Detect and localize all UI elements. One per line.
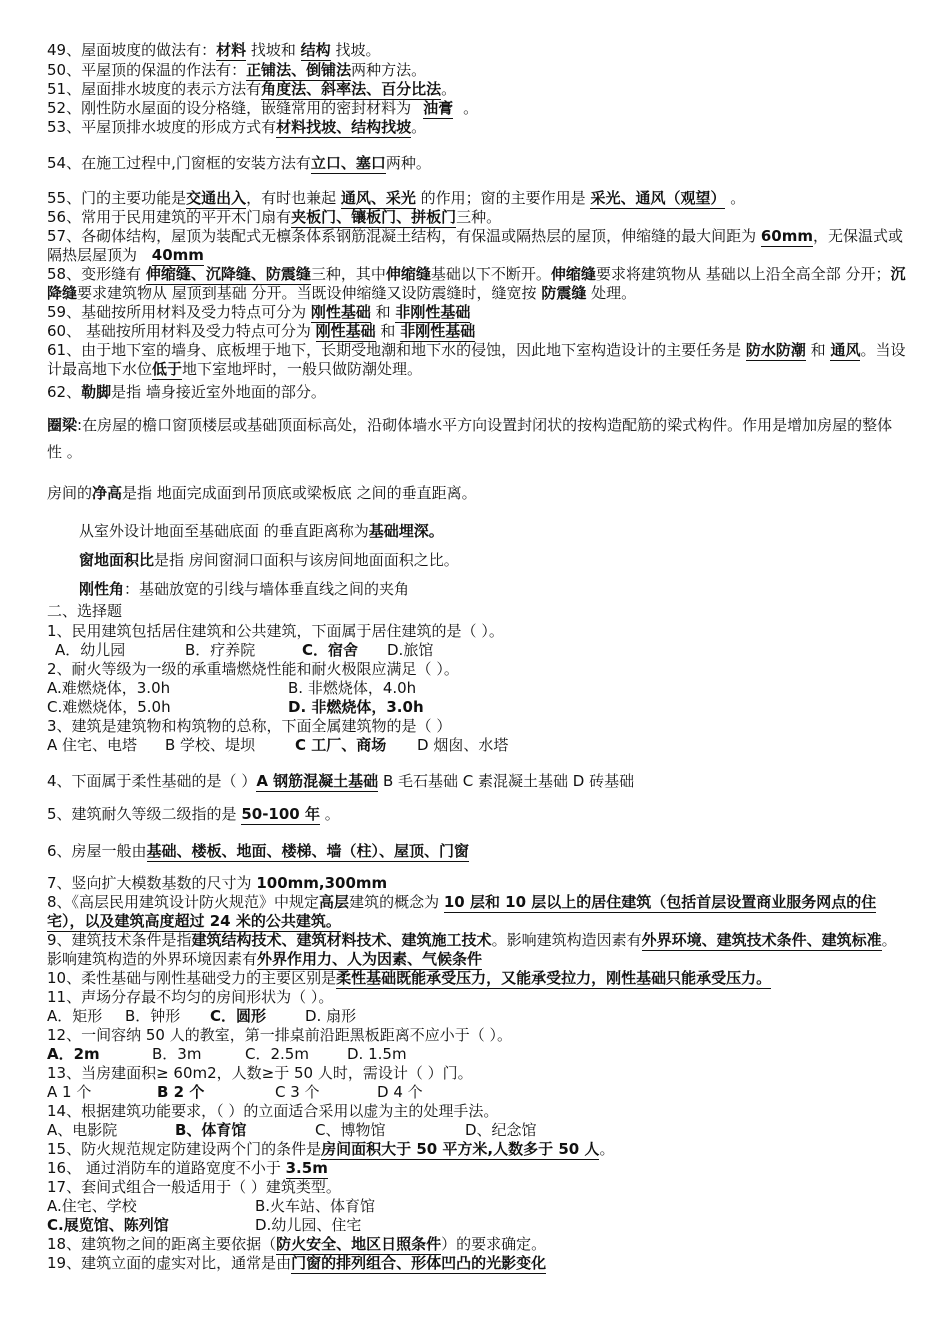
c17: 17、套间式组合一般适用于（ ）建筑类型。 [47,1178,341,1196]
q53: 53、平屋顶排水坡度的形成方式有材料找坡、结构找坡。 [47,118,427,136]
document-page: 49、屋面坡度的做法有：材料 找坡和 结构 找坡。 50、平屋顶的保温的作法有：正铺法、倒铺法两种方法。 51、屋面排水坡度的表示方法有角度法、斜率法、百分比法。 52、刚性防水屋面的设分格缝，嵌缝常用的密封材料为 油膏 。 53、平屋顶排水坡度的形成方式有材料找坡、结构找坡。 54、在施工过程中,门窗框的安装方法有立口、塞口两种。 55、门的主要功能是交通出入，有时也兼起 通风、采光 的作用；窗的主要作用是 采光、通风（观望） 。 56、常用于民用建筑的平开木门扇有夹板门、镶板门、拼板门三种。 57、各砌体结构，屋顶为装配式无檩条体系钢筋混凝土结构，有保温或隔热层的屋顶，伸缩缝的最大间距为 60mm，无保温式或隔热层屋顶为 40mm 58、变形缝有 伸缩缝、沉降缝、防震缝三种，其中伸缩缝基础以下不断开。伸缩缝要求将建筑物从 基础以上沿全高全部 分开；沉降缝要求建筑物从 屋顶到基础 分开。当既设伸缩缝又设防震缝时，缝宽按 防震缝 处理。 59、基础按所用材料及受力特点可分为 刚性基础 和 非刚性基础 60、 基础按所用材料及受力特点可分为 刚性基础 和 非刚性基础 61、由于地下室的墙身、底板埋于地下，长期受地潮和地下水的侵蚀，因此地下室构造设计的主要任务是 防水防潮 和 通风。当设计最高地下水位低于地下室地坪时，一般只做防潮处理。 62、勒脚是指 墙身接近室外地面的部分。 圈梁:在房屋的檐口窗顶楼层或基础顶面标高处，沿砌体墙水平方向设置封闭状的按构造配筋的梁式构件。作用是增加房屋的整体性 。 房间的净高是指 地面完成面到吊顶底或梁板底 之间的垂直距离。 从室外设计地面至基础底面 的垂直距离称为基础埋深。 窗地面积比是指 房间窗洞口面积与该房间地面面积之比。 刚性角：基础放宽的引线与墙体垂直线之间的夹角 二、选择题 1、民用建筑包括居住建筑和公共建筑，下面属于居住建筑的是（ ）。 A．幼儿园 B．疗养院 C．宿舍 D.旅馆 2、耐火等级为一级的承重墙燃烧性能和耐火极限应满足（ ）。 A.难燃烧体，3.0h B. 非燃烧体，4.0h C.难燃烧体，5.0h D. 非燃烧体，3.0h 3、建筑是建筑物和构筑物的总称，下面全属建筑物的是（ ） A 住宅、电塔 B 学校、堤坝 C 工厂、商场 D 烟囱、水塔 4、下面属于柔性基础的是（ ）A 钢筋混凝土基础 B 毛石基础 C 素混凝土基础 D 砖基础 5、建筑耐久等级二级指的是 50-100 年 。 6、房屋一般由基础、楼板、地面、楼梯、墙（柱）、屋顶、门窗 7、竖向扩大模数基数的尺寸为 100mm,300mm 8、《高层民用建筑设计防火规范》中规定高层建筑的概念为 10 层和 10 层以上的居住建筑（包括首层设置商业服务网点的住宅），以及建筑高度超过 24 米的公共建筑。 9、建筑技术条件是指建筑结构技术、建筑材料技术、建筑施工技术。影响建筑构造因素有外界环境、建筑技术条件、建筑标准。影响建筑构造的外界环境因素有外界作用力、人为因素、气候条件 10、柔性基础与刚性基础受力的主要区别是柔性基础既能承受压力，又能承受拉力，刚性基础只能承受压力。 11、声场分存最不均匀的房间形状为（ ）。 A．矩形 B．钟形 C．圆形 D. 扇形 12、一间容纳 50 人的教室，第一排桌前沿距黑板距离不应小于（ ）。 A．2m B．3m C．2.5m D. 1.5m 13、当房建面积≥ 60m2，人数≥于 50 人时，需设计（ ）门。 A 1 个 B 2 个 C 3 个 D 4 个 14、根据建筑功能要求，（ ）的立面适合采用以虚为主的处理手法。 A、电影院 B、体育馆 C、博物馆 D、纪念馆 15、防火规范规定防建设两个门的条件是房间面积大于 50 平方米,人数多于 50 人。 16、 通过消防车的道路宽度不小于 3.5m 17、套间式组合一般适用于（ ）建筑类型。 A.住宅、学校 B.火车站、体育馆 C.展览馆、陈列馆 D.幼儿园、住宅 18、建筑物之间的距离主要依据（防火安全、地区日照条件）的要求确定。 19、建筑立面的虚实对比，通常是由门窗的排列组合、形体凹凸的光影变化 [0,0,950,1344]
c14: 14、根据建筑功能要求，（ ）的立面适合采用以虚为主的处理手法。 [47,1102,499,1120]
q50: 50、平屋顶的保温的作法有：正铺法、倒铺法两种方法。 [47,61,427,79]
q62: 62、勒脚是指 墙身接近室外地面的部分。 [47,383,326,401]
q49: 49、屋面坡度的做法有：材料 找坡和 结构 找坡。 [47,41,381,59]
c16: 16、 通过消防车的道路宽度不小于 3.5m [47,1159,328,1177]
c4: 4、下面属于柔性基础的是（ ）A 钢筋混凝土基础 B 毛石基础 C 素混凝土基础 D 砖基础 [47,772,635,790]
q57: 57、各砌体结构，屋顶为装配式无檩条体系钢筋混凝土结构，有保温或隔热层的屋顶，伸缩缝的最大间距为 60mm，无保温式或隔热层屋顶为 40mm [47,227,904,264]
c1: 1、民用建筑包括居住建筑和公共建筑，下面属于居住建筑的是（ ）。 [47,622,504,640]
q54: 54、在施工过程中,门窗框的安装方法有立口、塞口两种。 [47,154,431,172]
c13: 13、当房建面积≥ 60m2，人数≥于 50 人时，需设计（ ）门。 [47,1064,473,1082]
c6: 6、房屋一般由基础、楼板、地面、楼梯、墙（柱）、屋顶、门窗 [47,842,470,860]
c5: 5、建筑耐久等级二级指的是 50-100 年 。 [47,805,340,823]
q59: 59、基础按所用材料及受力特点可分为 刚性基础 和 非刚性基础 [47,303,471,321]
q56: 56、常用于民用建筑的平开木门扇有夹板门、镶板门、拼板门三种。 [47,208,502,226]
c18: 18、建筑物之间的距离主要依据（防火安全、地区日照条件）的要求确定。 [47,1235,547,1253]
chuangdi-definition: 窗地面积比是指 房间窗洞口面积与该房间地面面积之比。 [79,551,459,569]
jinggao-definition: 房间的净高是指 地面完成面到吊顶底或梁板底 之间的垂直距离。 [47,484,477,502]
c9: 9、建筑技术条件是指建筑结构技术、建筑材料技术、建筑施工技术。影响建筑构造因素有外界环境、建筑技术条件、建筑标准。影响建筑构造的外界环境因素有外界作用力、人为因素、气候条件 [47,931,897,968]
q60: 60、 基础按所用材料及受力特点可分为 刚性基础 和 非刚性基础 [47,322,476,340]
quanliang-definition: 圈梁:在房屋的檐口窗顶楼层或基础顶面标高处，沿砌体墙水平方向设置封闭状的按构造配筋的梁式构件。作用是增加房屋的整体性 。 [47,416,893,461]
c15: 15、防火规范规定防建设两个门的条件是房间面积大于 50 平方米,人数多于 50 人。 [47,1140,615,1158]
section-heading: 二、选择题 [47,602,123,620]
q52: 52、刚性防水屋面的设分格缝，嵌缝常用的密封材料为 油膏 。 [47,99,479,117]
q61: 61、由于地下室的墙身、底板埋于地下，长期受地潮和地下水的侵蚀，因此地下室构造设计的主要任务是 防水防潮 和 通风。当设计最高地下水位低于地下室地坪时，一般只做防潮处理。 [47,341,906,378]
c11: 11、声场分存最不均匀的房间形状为（ ）。 [47,988,334,1006]
c7: 7、竖向扩大模数基数的尺寸为 100mm,300mm [47,874,388,892]
gangxingjiao-definition: 刚性角：基础放宽的引线与墙体垂直线之间的夹角 [79,580,410,598]
q55: 55、门的主要功能是交通出入，有时也兼起 通风、采光 的作用；窗的主要作用是 采光、通风（观望） 。 [47,189,746,207]
c12: 12、一间容纳 50 人的教室，第一排桌前沿距黑板距离不应小于（ ）。 [47,1026,512,1044]
c10: 10、柔性基础与刚性基础受力的主要区别是柔性基础既能承受压力，又能承受拉力，刚性基础只能承受压力。 [47,969,772,987]
q58: 58、变形缝有 伸缩缝、沉降缝、防震缝三种，其中伸缩缝基础以下不断开。伸缩缝要求将建筑物从 基础以上沿全高全部 分开；沉降缝要求建筑物从 屋顶到基础 分开。当既设伸缩缝又设防震缝时，缝宽按 防震缝 处理。 [47,265,906,302]
c19: 19、建筑立面的虚实对比，通常是由门窗的排列组合、形体凹凸的光影变化 [47,1254,547,1272]
q51: 51、屋面排水坡度的表示方法有角度法、斜率法、百分比法。 [47,80,457,98]
c2: 2、耐火等级为一级的承重墙燃烧性能和耐火极限应满足（ ）。 [47,660,459,678]
maishen-definition: 从室外设计地面至基础底面 的垂直距离称为基础埋深。 [79,522,444,540]
c8: 8、《高层民用建筑设计防火规范》中规定高层建筑的概念为 10 层和 10 层以上的居住建筑（包括首层设置商业服务网点的住宅），以及建筑高度超过 24 米的公共建筑。 [47,893,877,930]
c3: 3、建筑是建筑物和构筑物的总称，下面全属建筑物的是（ ） [47,717,452,735]
